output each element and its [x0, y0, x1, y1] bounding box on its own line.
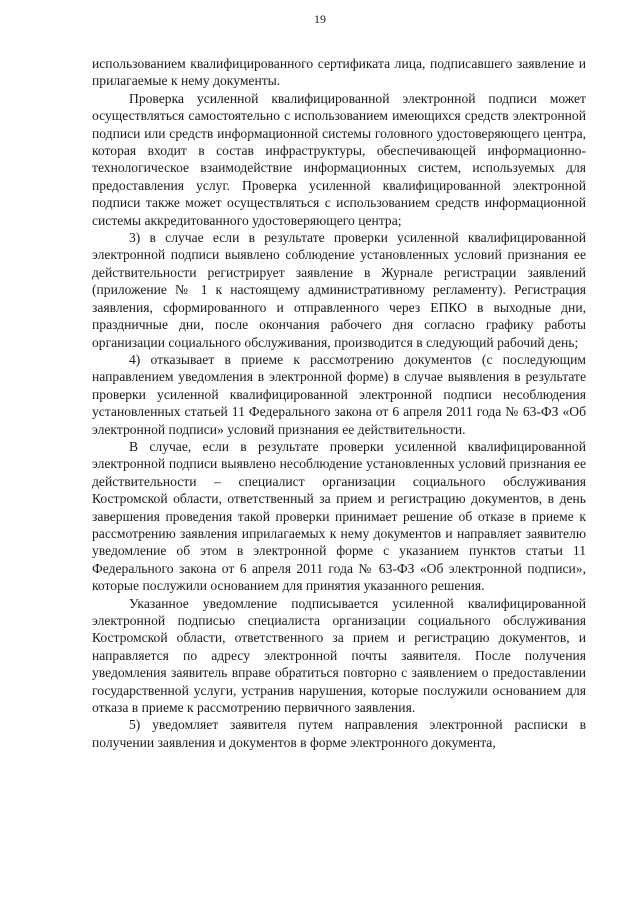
page-number: 19 — [314, 12, 326, 26]
paragraph-signature-verification: Проверка усиленной квалифицированной электронной подписи может осуществляться самостоятельно с использованием имеющихся средств электронной подписи или средств информационной системы головного удостоверяющего центра, которая входит в состав инфраструктуры, обеспечивающей информационно-технологическое взаимодействие информационных систем, используемых для предоставления услуг. Проверка усиленной квалифицированной электронной подписи также может осуществляться с использованием средств информационной системы аккредитованного удостоверяющего центра; — [92, 90, 586, 228]
paragraph-item-3-registration: 3) в случае если в результате проверки усиленной квалифицированной электронной подписи выявлено соблюдение установленных условий признания ее действительности регистрирует заявление в Журнале регистрации заявлений (приложение № 1 к настоящему административному регламенту). Регистрация заявления, сформированного и отправленного через ЕПКО в выходные дни, праздничные дни, после окончания рабочего дня согласно графику работы организации социального обслуживания, производится в следующий рабочий день; — [92, 230, 586, 350]
document-body — [92, 55, 586, 751]
paragraph-item-5-receipt: 5) уведомляет заявителя путем направления электронной расписки в получении заявления и документов в форме электронного документа, — [92, 717, 586, 750]
paragraph-notification: Указанное уведомление подписывается усиленной квалифицированной электронной подписью специалиста организации социального обслуживания Костромской области, ответственного за прием и регистрацию документов, и направляется по адресу электронной почты заявителя. После получения уведомления заявитель вправе обратиться повторно с заявлением о предоставлении государственной услуги, устранив нарушения, которые послужили основанием для отказа в приеме к рассмотрению первичного заявления. — [92, 595, 586, 716]
paragraph-continuation: использованием квалифицированного сертификата лица, подписавшего заявление и прилагаемые к нему документы. — [92, 56, 586, 89]
paragraph-item-4-refusal: 4) отказывает в приеме к рассмотрению документов (с последующим направлением уведомления в электронной форме) в случае выявления в результате проверки усиленной квалифицированной электронной подписи несоблюдения установленных статьей 11 Федерального закона от 6 апреля 2011 года № 63-ФЗ «Об электронной подписи» условий признания ее действительности. — [92, 351, 586, 437]
paragraph-refusal-decision: В случае, если в результате проверки усиленной квалифицированной электронной подписи выявлено несоблюдение установленных условий признания ее действительности – специалист организации социального обслуживания Костромской области, ответственный за прием и регистрацию документов, в день завершения проведения такой проверки принимает решение об отказе в приеме к рассмотрению заявления иприлагаемых к нему документов и направляет заявителю уведомление об этом в электронной форме с указанием пунктов статьи 11 Федерального закона от 6 апреля 2011 года № 63-ФЗ «Об электронной подписи», которые послужили основанием для принятия указанного решения. — [92, 438, 586, 594]
